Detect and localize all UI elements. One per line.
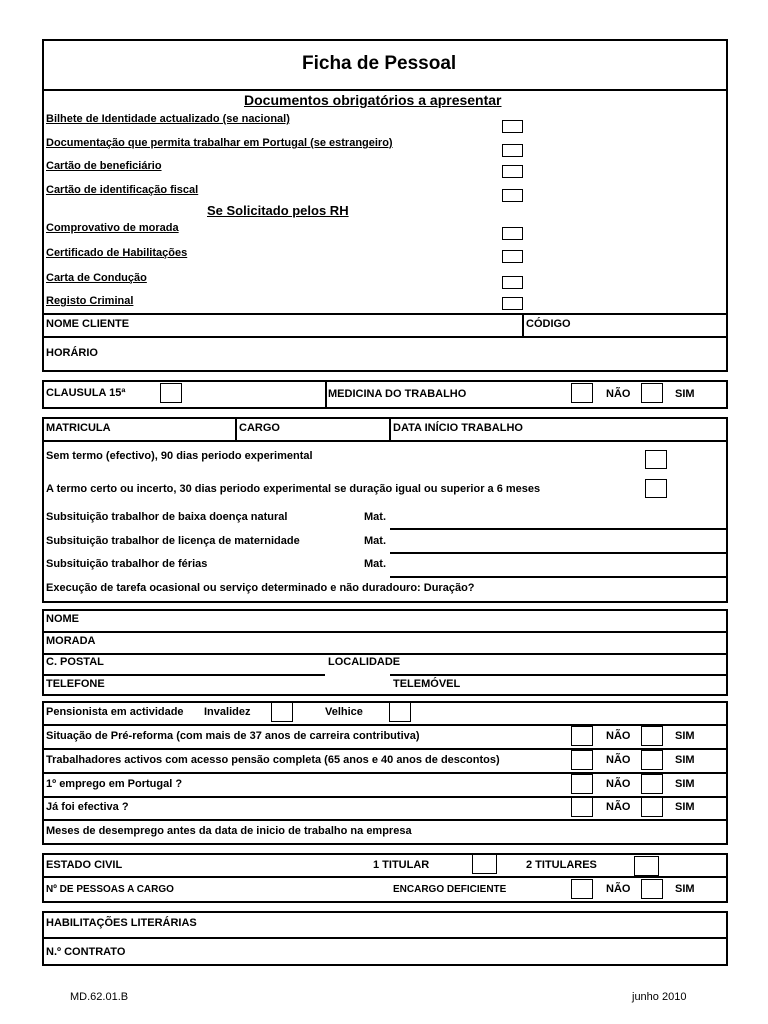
pensionista-label: Pensionista em actividade: [46, 706, 184, 718]
medicina-sim-label: SIM: [675, 388, 695, 400]
velhice-label: Velhice: [325, 706, 363, 718]
docs-heading: Documentos obrigatórios a apresentar: [244, 92, 502, 108]
doc-work-permit-checkbox[interactable]: [502, 144, 523, 157]
titular1-checkbox[interactable]: [472, 854, 497, 874]
encargo-deficiente-label: ENCARGO DEFICIENTE: [393, 884, 507, 895]
doc-nif-label: Cartão de identificação fiscal: [46, 184, 199, 196]
pre-reforma-nao-checkbox[interactable]: [571, 726, 593, 746]
primeiro-emprego-nao-label: NÃO: [606, 778, 631, 790]
doc-bi-checkbox[interactable]: [502, 120, 523, 133]
meses-desemprego-label[interactable]: Meses de desemprego antes da data de inicio de trabalho na empresa: [46, 825, 412, 837]
a-termo-checkbox[interactable]: [645, 479, 667, 498]
invalidez-checkbox[interactable]: [271, 702, 293, 722]
primeiro-emprego-sim-checkbox[interactable]: [641, 774, 663, 794]
ja-efectiva-nao-label: NÃO: [606, 801, 631, 813]
subst-baixa-mat-label: Mat.: [364, 511, 386, 523]
clausula-checkbox[interactable]: [160, 383, 182, 403]
doc-habilitacoes-label: Certificado de Habilitações: [46, 247, 188, 259]
matricula-label[interactable]: MATRICULA: [46, 422, 111, 434]
doc-registo-checkbox[interactable]: [502, 297, 523, 310]
codigo-label[interactable]: CÓDIGO: [526, 318, 571, 330]
subst-ferias-mat-field[interactable]: [390, 576, 728, 578]
a-termo-label: A termo certo ou incerto, 30 dias periodo experimental se duração igual ou superior a 6 meses: [46, 483, 541, 495]
ja-efectiva-label: Já foi efectiva ?: [46, 801, 129, 813]
cargo-label[interactable]: CARGO: [239, 422, 280, 434]
c-postal-label[interactable]: C. POSTAL: [46, 656, 104, 668]
divider: [42, 937, 728, 939]
primeiro-emprego-sim-label: SIM: [675, 778, 695, 790]
doc-registo-label: Registo Criminal: [46, 295, 134, 307]
encargo-sim-checkbox[interactable]: [641, 879, 663, 899]
invalidez-label: Invalidez: [204, 706, 251, 718]
pre-reforma-nao-label: NÃO: [606, 730, 631, 742]
sem-termo-label: Sem termo (efectivo), 90 dias periodo experimental: [46, 450, 313, 462]
subst-baixa-mat-field[interactable]: [390, 528, 728, 530]
divider: [389, 417, 391, 441]
doc-date: junho 2010: [632, 991, 687, 1003]
doc-morada-label: Comprovativo de morada: [46, 222, 179, 234]
titular2-checkbox[interactable]: [634, 856, 659, 876]
doc-work-permit-label: Documentação que permita trabalhar em Portugal (se estrangeiro): [46, 137, 393, 149]
doc-beneficiario-label: Cartão de beneficiário: [46, 160, 162, 172]
clausula-label: CLAUSULA 15ª: [46, 387, 126, 399]
subst-licenca-mat-label: Mat.: [364, 535, 386, 547]
divider: [42, 336, 728, 338]
divider: [42, 674, 325, 676]
contrato-label[interactable]: N.º CONTRATO: [46, 946, 126, 958]
subst-licenca-label: Subsituição trabalhor de licença de maternidade: [46, 535, 300, 547]
pre-reforma-sim-label: SIM: [675, 730, 695, 742]
velhice-checkbox[interactable]: [389, 702, 411, 722]
encargo-nao-checkbox[interactable]: [571, 879, 593, 899]
divider: [42, 313, 728, 315]
ja-efectiva-sim-checkbox[interactable]: [641, 797, 663, 817]
sem-termo-checkbox[interactable]: [645, 450, 667, 469]
subst-baixa-label: Subsituição trabalhor de baixa doença natural: [46, 511, 288, 523]
execucao-label: Execução de tarefa ocasional ou serviço determinado e não duradouro: Duração?: [46, 582, 475, 594]
divider: [42, 796, 728, 798]
doc-carta-label: Carta de Condução: [46, 272, 147, 284]
estado-civil-label[interactable]: ESTADO CIVIL: [46, 859, 123, 871]
subst-licenca-mat-field[interactable]: [390, 552, 728, 554]
rh-heading: Se Solicitado pelos RH: [207, 203, 349, 218]
divider: [42, 653, 728, 655]
divider: [42, 819, 728, 821]
pensao-completa-sim-label: SIM: [675, 754, 695, 766]
pessoas-cargo-label[interactable]: Nº DE PESSOAS A CARGO: [46, 884, 174, 895]
telemovel-label[interactable]: TELEMÓVEL: [393, 678, 461, 690]
pre-reforma-sim-checkbox[interactable]: [641, 726, 663, 746]
ja-efectiva-nao-checkbox[interactable]: [571, 797, 593, 817]
data-inicio-label[interactable]: DATA INÍCIO TRABALHO: [393, 422, 523, 434]
page-title: Ficha de Pessoal: [302, 53, 457, 74]
medicina-nao-checkbox[interactable]: [571, 383, 593, 403]
divider: [42, 89, 728, 91]
pensao-completa-nao-label: NÃO: [606, 754, 631, 766]
encargo-sim-label: SIM: [675, 883, 695, 895]
doc-carta-checkbox[interactable]: [502, 276, 523, 289]
titular2-label: 2 TITULARES: [526, 859, 597, 871]
divider: [42, 748, 728, 750]
divider: [522, 313, 524, 337]
divider: [42, 876, 728, 878]
nome-label[interactable]: NOME: [46, 613, 79, 625]
medicina-sim-checkbox[interactable]: [641, 383, 663, 403]
primeiro-emprego-label: 1º emprego em Portugal ?: [46, 778, 183, 790]
pensao-completa-sim-checkbox[interactable]: [641, 750, 663, 770]
doc-code: MD.62.01.B: [70, 991, 129, 1003]
divider: [390, 674, 728, 676]
encargo-nao-label: NÃO: [606, 883, 631, 895]
divider: [42, 724, 728, 726]
pre-reforma-label: Situação de Pré-reforma (com mais de 37 anos de carreira contributiva): [46, 730, 420, 742]
divider: [42, 631, 728, 633]
divider: [235, 417, 237, 441]
primeiro-emprego-nao-checkbox[interactable]: [571, 774, 593, 794]
titular1-label: 1 TITULAR: [373, 859, 430, 871]
subst-ferias-mat-label: Mat.: [364, 558, 386, 570]
divider: [325, 380, 327, 409]
pensao-completa-nao-checkbox[interactable]: [571, 750, 593, 770]
divider: [42, 772, 728, 774]
morada-label[interactable]: MORADA: [46, 635, 96, 647]
doc-habilitacoes-checkbox[interactable]: [502, 250, 523, 263]
localidade-label[interactable]: LOCALIDADE: [328, 656, 401, 668]
telefone-label[interactable]: TELEFONE: [46, 678, 105, 690]
doc-bi-label: Bilhete de Identidade actualizado (se nacional): [46, 113, 290, 125]
doc-morada-checkbox[interactable]: [502, 227, 523, 240]
subst-ferias-label: Subsituição trabalhor de férias: [46, 558, 208, 570]
divider: [42, 440, 728, 442]
habilitacoes-label[interactable]: HABILITAÇÕES LITERÁRIAS: [46, 917, 197, 929]
pensao-completa-label: Trabalhadores activos com acesso pensão completa (65 anos e 40 anos de descontos): [46, 754, 500, 766]
nome-cliente-label[interactable]: NOME CLIENTE: [46, 318, 130, 330]
ja-efectiva-sim-label: SIM: [675, 801, 695, 813]
medicina-nao-label: NÃO: [606, 388, 631, 400]
doc-nif-checkbox[interactable]: [502, 189, 523, 202]
doc-beneficiario-checkbox[interactable]: [502, 165, 523, 178]
medicina-label: MEDICINA DO TRABALHO: [328, 388, 467, 400]
horario-label[interactable]: HORÁRIO: [46, 347, 98, 359]
